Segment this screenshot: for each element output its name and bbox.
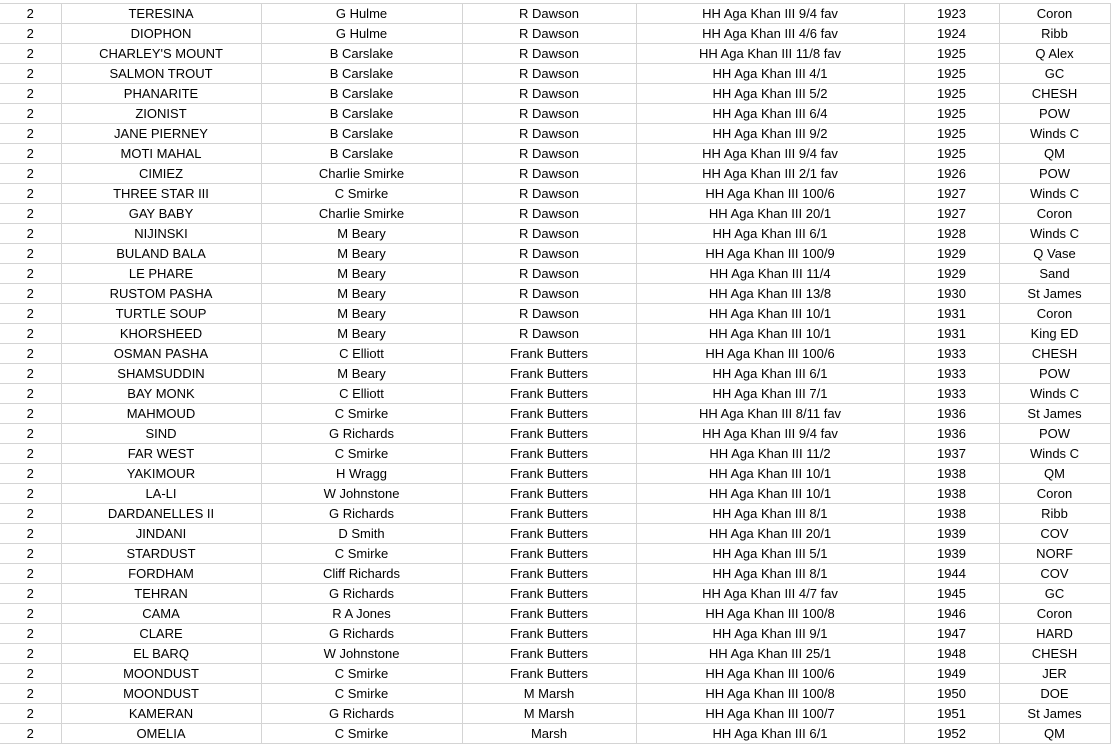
jockey-cell[interactable]: D Smith xyxy=(261,524,462,544)
year-cell[interactable]: 1936 xyxy=(904,424,999,444)
jockey-cell[interactable]: B Carslake xyxy=(261,64,462,84)
owner-odds-cell[interactable]: HH Aga Khan III 6/1 xyxy=(636,364,904,384)
horse-cell[interactable]: CLARE xyxy=(61,624,261,644)
year-cell[interactable]: 1933 xyxy=(904,384,999,404)
year-cell[interactable]: 1923 xyxy=(904,4,999,24)
owner-odds-cell[interactable]: HH Aga Khan III 9/2 xyxy=(636,124,904,144)
rank-cell[interactable]: 2 xyxy=(0,564,61,584)
trainer-cell[interactable]: R Dawson xyxy=(462,304,636,324)
rank-cell[interactable]: 2 xyxy=(0,424,61,444)
jockey-cell[interactable]: W Johnstone xyxy=(261,644,462,664)
trainer-cell[interactable]: R Dawson xyxy=(462,224,636,244)
trainer-cell[interactable]: R Dawson xyxy=(462,44,636,64)
jockey-cell[interactable]: G Hulme xyxy=(261,24,462,44)
trainer-cell[interactable]: M Marsh xyxy=(462,704,636,724)
rank-cell[interactable]: 2 xyxy=(0,164,61,184)
owner-odds-cell[interactable]: HH Aga Khan III 9/1 xyxy=(636,624,904,644)
year-cell[interactable]: 1925 xyxy=(904,84,999,104)
table-row xyxy=(0,644,1110,664)
trainer-cell[interactable]: Frank Butters xyxy=(462,644,636,664)
rank-cell[interactable]: 2 xyxy=(0,184,61,204)
horse-cell[interactable]: MOONDUST xyxy=(61,684,261,704)
race-cell[interactable]: Coron xyxy=(999,4,1110,24)
year-cell[interactable]: 1925 xyxy=(904,64,999,84)
horse-cell[interactable]: PHANARITE xyxy=(61,84,261,104)
owner-odds-cell[interactable]: HH Aga Khan III 5/1 xyxy=(636,544,904,564)
horse-cell[interactable]: THREE STAR III xyxy=(61,184,261,204)
table-row xyxy=(0,64,1110,84)
owner-odds-cell[interactable]: HH Aga Khan III 100/6 xyxy=(636,344,904,364)
trainer-cell[interactable]: R Dawson xyxy=(462,204,636,224)
table-row xyxy=(0,484,1110,504)
jockey-cell[interactable]: Cliff Richards xyxy=(261,564,462,584)
table-row xyxy=(0,524,1110,544)
table-row xyxy=(0,164,1110,184)
race-cell[interactable]: POW xyxy=(999,164,1110,184)
table-row xyxy=(0,224,1110,244)
horse-cell[interactable]: OMELIA xyxy=(61,724,261,744)
jockey-cell[interactable]: M Beary xyxy=(261,244,462,264)
race-cell[interactable]: HARD xyxy=(999,624,1110,644)
race-cell[interactable]: POW xyxy=(999,364,1110,384)
year-cell[interactable]: 1947 xyxy=(904,624,999,644)
table-row xyxy=(0,244,1110,264)
trainer-cell[interactable]: Frank Butters xyxy=(462,664,636,684)
jockey-cell[interactable]: M Beary xyxy=(261,224,462,244)
rank-cell[interactable]: 2 xyxy=(0,244,61,264)
trainer-cell[interactable]: Frank Butters xyxy=(462,424,636,444)
trainer-cell[interactable]: R Dawson xyxy=(462,284,636,304)
race-cell[interactable]: GC xyxy=(999,584,1110,604)
owner-odds-cell[interactable]: HH Aga Khan III 10/1 xyxy=(636,324,904,344)
trainer-cell[interactable]: Frank Butters xyxy=(462,384,636,404)
year-cell[interactable]: 1925 xyxy=(904,124,999,144)
race-cell[interactable]: QM xyxy=(999,464,1110,484)
race-cell[interactable]: Coron xyxy=(999,304,1110,324)
trainer-cell[interactable]: R Dawson xyxy=(462,244,636,264)
rank-cell[interactable]: 2 xyxy=(0,484,61,504)
horse-cell[interactable]: DARDANELLES II xyxy=(61,504,261,524)
horse-cell[interactable]: YAKIMOUR xyxy=(61,464,261,484)
trainer-cell[interactable]: R Dawson xyxy=(462,124,636,144)
trainer-cell[interactable]: R Dawson xyxy=(462,84,636,104)
jockey-cell[interactable]: M Beary xyxy=(261,264,462,284)
table-row xyxy=(0,364,1110,384)
table-row xyxy=(0,104,1110,124)
table-row xyxy=(0,284,1110,304)
owner-odds-cell[interactable]: HH Aga Khan III 8/11 fav xyxy=(636,404,904,424)
owner-odds-cell[interactable]: HH Aga Khan III 20/1 xyxy=(636,204,904,224)
owner-odds-cell[interactable]: HH Aga Khan III 4/7 fav xyxy=(636,584,904,604)
trainer-cell[interactable]: R Dawson xyxy=(462,64,636,84)
race-cell[interactable]: COV xyxy=(999,564,1110,584)
jockey-cell[interactable]: G Richards xyxy=(261,424,462,444)
owner-odds-cell[interactable]: HH Aga Khan III 13/8 xyxy=(636,284,904,304)
horse-cell[interactable]: ZIONIST xyxy=(61,104,261,124)
race-cell[interactable]: DOE xyxy=(999,684,1110,704)
jockey-cell[interactable]: B Carslake xyxy=(261,144,462,164)
table-row xyxy=(0,4,1110,24)
jockey-cell[interactable]: B Carslake xyxy=(261,104,462,124)
horse-cell[interactable]: TEHRAN xyxy=(61,584,261,604)
table-row xyxy=(0,684,1110,704)
owner-odds-cell[interactable]: HH Aga Khan III 11/2 xyxy=(636,444,904,464)
horse-cell[interactable]: GAY BABY xyxy=(61,204,261,224)
race-cell[interactable]: St James xyxy=(999,404,1110,424)
rank-cell[interactable]: 2 xyxy=(0,344,61,364)
horse-cell[interactable]: KHORSHEED xyxy=(61,324,261,344)
jockey-cell[interactable]: Charlie Smirke xyxy=(261,164,462,184)
owner-odds-cell[interactable]: HH Aga Khan III 8/1 xyxy=(636,504,904,524)
table-row xyxy=(0,44,1110,64)
year-cell[interactable]: 1938 xyxy=(904,504,999,524)
race-cell[interactable]: Winds C xyxy=(999,224,1110,244)
rank-cell[interactable]: 2 xyxy=(0,464,61,484)
year-cell[interactable]: 1937 xyxy=(904,444,999,464)
table-row xyxy=(0,724,1110,744)
rank-cell[interactable]: 2 xyxy=(0,84,61,104)
year-cell[interactable]: 1951 xyxy=(904,704,999,724)
year-cell[interactable]: 1927 xyxy=(904,204,999,224)
jockey-cell[interactable]: C Smirke xyxy=(261,724,462,744)
horse-cell[interactable]: FAR WEST xyxy=(61,444,261,464)
table-row xyxy=(0,504,1110,524)
owner-odds-cell[interactable]: HH Aga Khan III 11/4 xyxy=(636,264,904,284)
year-cell[interactable]: 1944 xyxy=(904,564,999,584)
race-cell[interactable]: COV xyxy=(999,524,1110,544)
race-cell[interactable]: Coron xyxy=(999,484,1110,504)
race-cell[interactable]: King ED xyxy=(999,324,1110,344)
horse-cell[interactable]: LE PHARE xyxy=(61,264,261,284)
race-cell[interactable]: Q Alex xyxy=(999,44,1110,64)
rank-cell[interactable]: 2 xyxy=(0,64,61,84)
jockey-cell[interactable]: C Smirke xyxy=(261,684,462,704)
trainer-cell[interactable]: Frank Butters xyxy=(462,344,636,364)
year-cell[interactable]: 1933 xyxy=(904,344,999,364)
year-cell[interactable]: 1936 xyxy=(904,404,999,424)
year-cell[interactable]: 1924 xyxy=(904,24,999,44)
jockey-cell[interactable]: G Hulme xyxy=(261,4,462,24)
rank-cell[interactable]: 2 xyxy=(0,324,61,344)
horse-cell[interactable]: SIND xyxy=(61,424,261,444)
year-cell[interactable]: 1949 xyxy=(904,664,999,684)
trainer-cell[interactable]: M Marsh xyxy=(462,684,636,704)
owner-odds-cell[interactable]: HH Aga Khan III 7/1 xyxy=(636,384,904,404)
race-cell[interactable]: Q Vase xyxy=(999,244,1110,264)
owner-odds-cell[interactable]: HH Aga Khan III 100/8 xyxy=(636,684,904,704)
owner-odds-cell[interactable]: HH Aga Khan III 10/1 xyxy=(636,304,904,324)
jockey-cell[interactable]: B Carslake xyxy=(261,124,462,144)
rank-cell[interactable]: 2 xyxy=(0,384,61,404)
rank-cell[interactable]: 2 xyxy=(0,524,61,544)
rank-cell[interactable]: 2 xyxy=(0,264,61,284)
table-row xyxy=(0,564,1110,584)
jockey-cell[interactable]: M Beary xyxy=(261,324,462,344)
trainer-cell[interactable]: Frank Butters xyxy=(462,444,636,464)
table-row xyxy=(0,604,1110,624)
horse-cell[interactable]: KAMERAN xyxy=(61,704,261,724)
jockey-cell[interactable]: G Richards xyxy=(261,584,462,604)
trainer-cell[interactable]: Frank Butters xyxy=(462,544,636,564)
trainer-cell[interactable]: Frank Butters xyxy=(462,484,636,504)
jockey-cell[interactable]: C Smirke xyxy=(261,444,462,464)
horse-cell[interactable]: SALMON TROUT xyxy=(61,64,261,84)
table-row xyxy=(0,144,1110,164)
trainer-cell[interactable]: R Dawson xyxy=(462,264,636,284)
year-cell[interactable]: 1927 xyxy=(904,184,999,204)
year-cell[interactable]: 1925 xyxy=(904,44,999,64)
race-cell[interactable]: Winds C xyxy=(999,184,1110,204)
rank-cell[interactable]: 2 xyxy=(0,684,61,704)
year-cell[interactable]: 1929 xyxy=(904,244,999,264)
horse-cell[interactable]: BAY MONK xyxy=(61,384,261,404)
table-row xyxy=(0,444,1110,464)
table-row xyxy=(0,124,1110,144)
horse-cell[interactable]: CIMIEZ xyxy=(61,164,261,184)
year-cell[interactable]: 1928 xyxy=(904,224,999,244)
jockey-cell[interactable]: C Smirke xyxy=(261,544,462,564)
trainer-cell[interactable]: Frank Butters xyxy=(462,464,636,484)
horse-cell[interactable]: FORDHAM xyxy=(61,564,261,584)
owner-odds-cell[interactable]: HH Aga Khan III 9/4 fav xyxy=(636,424,904,444)
table-row xyxy=(0,344,1110,364)
table-row xyxy=(0,464,1110,484)
owner-odds-cell[interactable]: HH Aga Khan III 4/1 xyxy=(636,64,904,84)
trainer-cell[interactable]: R Dawson xyxy=(462,164,636,184)
race-cell[interactable]: Winds C xyxy=(999,124,1110,144)
year-cell[interactable]: 1939 xyxy=(904,524,999,544)
trainer-cell[interactable]: Frank Butters xyxy=(462,604,636,624)
horse-cell[interactable]: CHARLEY'S MOUNT xyxy=(61,44,261,64)
horse-cell[interactable]: TURTLE SOUP xyxy=(61,304,261,324)
year-cell[interactable]: 1948 xyxy=(904,644,999,664)
race-cell[interactable]: St James xyxy=(999,704,1110,724)
jockey-cell[interactable]: Charlie Smirke xyxy=(261,204,462,224)
trainer-cell[interactable]: Frank Butters xyxy=(462,584,636,604)
trainer-cell[interactable]: R Dawson xyxy=(462,324,636,344)
trainer-cell[interactable]: R Dawson xyxy=(462,144,636,164)
horse-cell[interactable]: BULAND BALA xyxy=(61,244,261,264)
year-cell[interactable]: 1939 xyxy=(904,544,999,564)
rank-cell[interactable]: 2 xyxy=(0,584,61,604)
rank-cell[interactable]: 2 xyxy=(0,504,61,524)
race-cell[interactable]: CHESH xyxy=(999,644,1110,664)
trainer-cell[interactable]: Frank Butters xyxy=(462,564,636,584)
owner-odds-cell[interactable]: HH Aga Khan III 6/1 xyxy=(636,724,904,744)
rank-cell[interactable]: 2 xyxy=(0,144,61,164)
race-cell[interactable]: Winds C xyxy=(999,384,1110,404)
jockey-cell[interactable]: C Smirke xyxy=(261,664,462,684)
rank-cell[interactable]: 2 xyxy=(0,204,61,224)
owner-odds-cell[interactable]: HH Aga Khan III 2/1 fav xyxy=(636,164,904,184)
horse-cell[interactable]: MOTI MAHAL xyxy=(61,144,261,164)
jockey-cell[interactable]: H Wragg xyxy=(261,464,462,484)
year-cell[interactable]: 1930 xyxy=(904,284,999,304)
race-cell[interactable]: POW xyxy=(999,424,1110,444)
rank-cell[interactable]: 2 xyxy=(0,724,61,744)
table-row xyxy=(0,84,1110,104)
horse-cell[interactable]: RUSTOM PASHA xyxy=(61,284,261,304)
table-row xyxy=(0,544,1110,564)
table-row xyxy=(0,584,1110,604)
table-row xyxy=(0,424,1110,444)
horse-cell[interactable]: TERESINA xyxy=(61,4,261,24)
trainer-cell[interactable]: Frank Butters xyxy=(462,504,636,524)
horse-cell[interactable]: JANE PIERNEY xyxy=(61,124,261,144)
table-row xyxy=(0,664,1110,684)
race-cell[interactable]: GC xyxy=(999,64,1110,84)
year-cell[interactable]: 1926 xyxy=(904,164,999,184)
race-cell[interactable]: Ribb xyxy=(999,24,1110,44)
race-cell[interactable]: Ribb xyxy=(999,504,1110,524)
table-row xyxy=(0,184,1110,204)
rank-cell[interactable]: 2 xyxy=(0,604,61,624)
year-cell[interactable]: 1933 xyxy=(904,364,999,384)
owner-odds-cell[interactable]: HH Aga Khan III 100/8 xyxy=(636,604,904,624)
horse-cell[interactable]: MAHMOUD xyxy=(61,404,261,424)
table-row xyxy=(0,404,1110,424)
rank-cell[interactable]: 2 xyxy=(0,664,61,684)
trainer-cell[interactable]: Frank Butters xyxy=(462,364,636,384)
jockey-cell[interactable]: R A Jones xyxy=(261,604,462,624)
owner-odds-cell[interactable]: HH Aga Khan III 8/1 xyxy=(636,564,904,584)
rank-cell[interactable]: 2 xyxy=(0,364,61,384)
year-cell[interactable]: 1952 xyxy=(904,724,999,744)
rank-cell[interactable]: 2 xyxy=(0,624,61,644)
race-cell[interactable]: St James xyxy=(999,284,1110,304)
jockey-cell[interactable]: M Beary xyxy=(261,304,462,324)
rank-cell[interactable]: 2 xyxy=(0,224,61,244)
jockey-cell[interactable]: G Richards xyxy=(261,504,462,524)
race-cell[interactable]: CHESH xyxy=(999,84,1110,104)
jockey-cell[interactable]: C Elliott xyxy=(261,344,462,364)
rank-cell[interactable]: 2 xyxy=(0,644,61,664)
table-row xyxy=(0,264,1110,284)
year-cell[interactable]: 1938 xyxy=(904,484,999,504)
owner-odds-cell[interactable]: HH Aga Khan III 9/4 fav xyxy=(636,4,904,24)
jockey-cell[interactable]: B Carslake xyxy=(261,44,462,64)
year-cell[interactable]: 1946 xyxy=(904,604,999,624)
jockey-cell[interactable]: B Carslake xyxy=(261,84,462,104)
rank-cell[interactable]: 2 xyxy=(0,104,61,124)
jockey-cell[interactable]: G Richards xyxy=(261,624,462,644)
horse-cell[interactable]: NIJINSKI xyxy=(61,224,261,244)
race-cell[interactable]: QM xyxy=(999,724,1110,744)
horse-cell[interactable]: LA-LI xyxy=(61,484,261,504)
table-row xyxy=(0,304,1110,324)
table-row xyxy=(0,624,1110,644)
owner-odds-cell[interactable]: HH Aga Khan III 25/1 xyxy=(636,644,904,664)
year-cell[interactable]: 1931 xyxy=(904,324,999,344)
jockey-cell[interactable]: C Smirke xyxy=(261,184,462,204)
year-cell[interactable]: 1929 xyxy=(904,264,999,284)
horse-cell[interactable]: SHAMSUDDIN xyxy=(61,364,261,384)
jockey-cell[interactable]: M Beary xyxy=(261,364,462,384)
rank-cell[interactable]: 2 xyxy=(0,44,61,64)
owner-odds-cell[interactable]: HH Aga Khan III 6/4 xyxy=(636,104,904,124)
rank-cell[interactable]: 2 xyxy=(0,304,61,324)
race-cell[interactable]: Coron xyxy=(999,204,1110,224)
trainer-cell[interactable]: R Dawson xyxy=(462,4,636,24)
year-cell[interactable]: 1925 xyxy=(904,144,999,164)
year-cell[interactable]: 1938 xyxy=(904,464,999,484)
race-cell[interactable]: QM xyxy=(999,144,1110,164)
year-cell[interactable]: 1945 xyxy=(904,584,999,604)
race-cell[interactable]: NORF xyxy=(999,544,1110,564)
race-cell[interactable]: CHESH xyxy=(999,344,1110,364)
owner-odds-cell[interactable]: HH Aga Khan III 4/6 fav xyxy=(636,24,904,44)
trainer-cell[interactable]: R Dawson xyxy=(462,184,636,204)
rank-cell[interactable]: 2 xyxy=(0,444,61,464)
rank-cell[interactable]: 2 xyxy=(0,404,61,424)
owner-odds-cell[interactable]: HH Aga Khan III 5/2 xyxy=(636,84,904,104)
horse-cell[interactable]: STARDUST xyxy=(61,544,261,564)
trainer-cell[interactable]: Frank Butters xyxy=(462,524,636,544)
trainer-cell[interactable]: R Dawson xyxy=(462,24,636,44)
year-cell[interactable]: 1925 xyxy=(904,104,999,124)
year-cell[interactable]: 1931 xyxy=(904,304,999,324)
jockey-cell[interactable]: C Elliott xyxy=(261,384,462,404)
horse-cell[interactable]: OSMAN PASHA xyxy=(61,344,261,364)
rank-cell[interactable]: 2 xyxy=(0,24,61,44)
owner-odds-cell[interactable]: HH Aga Khan III 100/9 xyxy=(636,244,904,264)
rank-cell[interactable]: 2 xyxy=(0,704,61,724)
table-row xyxy=(0,24,1110,44)
trainer-cell[interactable]: Marsh xyxy=(462,724,636,744)
owner-odds-cell[interactable]: HH Aga Khan III 6/1 xyxy=(636,224,904,244)
trainer-cell[interactable]: R Dawson xyxy=(462,104,636,124)
owner-odds-cell[interactable]: HH Aga Khan III 20/1 xyxy=(636,524,904,544)
rank-cell[interactable]: 2 xyxy=(0,4,61,24)
owner-odds-cell[interactable]: HH Aga Khan III 100/6 xyxy=(636,664,904,684)
race-cell[interactable]: POW xyxy=(999,104,1110,124)
trainer-cell[interactable]: Frank Butters xyxy=(462,404,636,424)
horse-cell[interactable]: JINDANI xyxy=(61,524,261,544)
jockey-cell[interactable]: W Johnstone xyxy=(261,484,462,504)
jockey-cell[interactable]: M Beary xyxy=(261,284,462,304)
table-row xyxy=(0,204,1110,224)
jockey-cell[interactable]: G Richards xyxy=(261,704,462,724)
spreadsheet-table xyxy=(0,3,1111,744)
owner-odds-cell[interactable]: HH Aga Khan III 9/4 fav xyxy=(636,144,904,164)
spreadsheet-body xyxy=(0,4,1110,744)
rank-cell[interactable]: 2 xyxy=(0,124,61,144)
race-cell[interactable]: JER xyxy=(999,664,1110,684)
race-cell[interactable]: Sand xyxy=(999,264,1110,284)
horse-cell[interactable]: DIOPHON xyxy=(61,24,261,44)
table-row xyxy=(0,704,1110,724)
horse-cell[interactable]: MOONDUST xyxy=(61,664,261,684)
table-row xyxy=(0,324,1110,344)
table-row xyxy=(0,384,1110,404)
owner-odds-cell[interactable]: HH Aga Khan III 100/7 xyxy=(636,704,904,724)
rank-cell[interactable]: 2 xyxy=(0,284,61,304)
race-cell[interactable]: Coron xyxy=(999,604,1110,624)
owner-odds-cell[interactable]: HH Aga Khan III 100/6 xyxy=(636,184,904,204)
race-cell[interactable]: Winds C xyxy=(999,444,1110,464)
horse-cell[interactable]: CAMA xyxy=(61,604,261,624)
owner-odds-cell[interactable]: HH Aga Khan III 10/1 xyxy=(636,484,904,504)
owner-odds-cell[interactable]: HH Aga Khan III 10/1 xyxy=(636,464,904,484)
horse-cell[interactable]: EL BARQ xyxy=(61,644,261,664)
trainer-cell[interactable]: Frank Butters xyxy=(462,624,636,644)
rank-cell[interactable]: 2 xyxy=(0,544,61,564)
owner-odds-cell[interactable]: HH Aga Khan III 11/8 fav xyxy=(636,44,904,64)
year-cell[interactable]: 1950 xyxy=(904,684,999,704)
jockey-cell[interactable]: C Smirke xyxy=(261,404,462,424)
